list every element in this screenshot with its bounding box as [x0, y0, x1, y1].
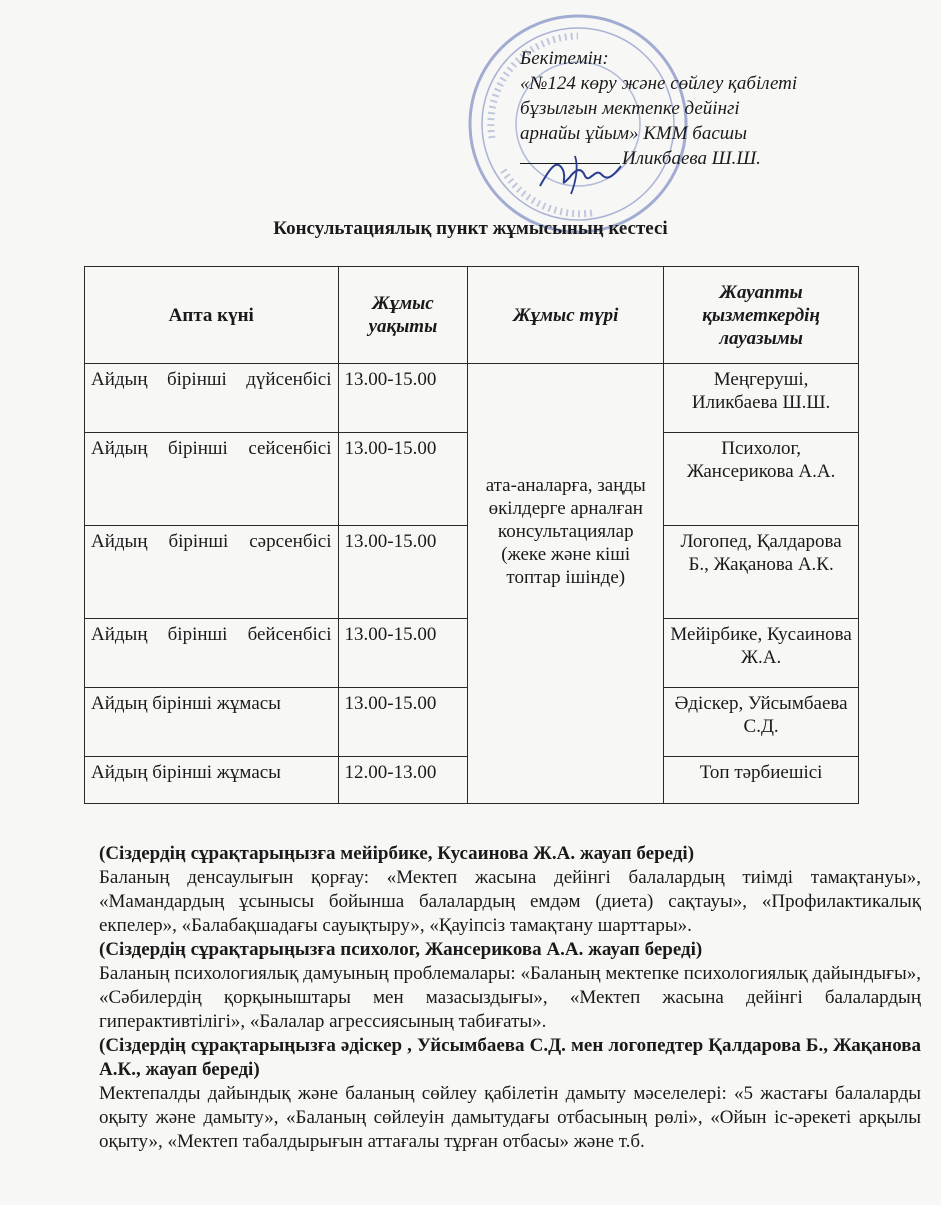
- responsible-cell: Меңгеруші, Иликбаева Ш.Ш.: [664, 364, 859, 433]
- day-cell: Айдың бірінші сейсенбісі: [85, 433, 339, 526]
- responsible-cell: Мейірбике, Кусаинова Ж.А.: [664, 619, 859, 688]
- section-heading-methodist: (Сіздердің сұрақтарыңызға әдіскер , Уйсымбаева С.Д. мен логопедтер Қалдарова Б., Жақанова А.К., жауап береді): [99, 1035, 921, 1080]
- header-day: Апта күні: [85, 267, 339, 364]
- approval-org-line2: бұзылғын мектепке дейінгі: [520, 98, 740, 119]
- time-cell: 13.00-15.00: [338, 688, 468, 757]
- day-cell: Айдың бірінші жұмасы: [85, 757, 339, 804]
- header-time: Жұмыс уақыты: [338, 267, 468, 364]
- approval-signature-line: [520, 146, 920, 171]
- time-cell: 12.00-13.00: [338, 757, 468, 804]
- consultation-topics: [99, 842, 921, 1154]
- schedule-table: [84, 266, 859, 804]
- day-cell: Айдың бірінші сәрсенбісі: [85, 526, 339, 619]
- approval-org-line3: арнайы ұйым» КММ басшы: [520, 123, 748, 144]
- work-type-cell: ата-аналарға, заңды өкілдерге арналған консультациялар (жеке және кіші топтар ішінде): [468, 364, 664, 804]
- day-cell: Айдың бірінші жұмасы: [85, 688, 339, 757]
- table-header-row: [85, 267, 859, 364]
- time-cell: 13.00-15.00: [338, 364, 468, 433]
- approval-block: [520, 46, 920, 171]
- responsible-cell: Топ тәрбиешісі: [664, 757, 859, 804]
- approval-name: Иликбаева Ш.Ш.: [622, 148, 761, 169]
- time-cell: 13.00-15.00: [338, 433, 468, 526]
- time-cell: 13.00-15.00: [338, 526, 468, 619]
- section-text-nurse: Баланың денсаулығын қорғау: «Мектеп жасына дейінгі балалардың тиімді тамақтануы», «Мамандардың ұсынысы бойынша балалардың емдәм (диета) сақтауы», «Профилактикалық екпелер», «Балабақшадағы сауықтыру», «Қауіпсіз тамақтану шарттары».: [99, 867, 921, 936]
- section-heading-nurse: (Сіздердің сұрақтарыңызға мейірбике, Кусаинова Ж.А. жауап береді): [99, 843, 695, 864]
- header-type: Жұмыс түрі: [468, 267, 664, 364]
- day-cell: Айдың бірінші дүйсенбісі: [85, 364, 339, 433]
- document-title: Консультациялық пункт жұмысының кестесі: [273, 218, 668, 239]
- day-cell: Айдың бірінші бейсенбісі: [85, 619, 339, 688]
- header-responsible: Жауапты қызметкердің лауазымы: [664, 267, 859, 364]
- responsible-cell: Логопед, Қалдарова Б., Жақанова А.К.: [664, 526, 859, 619]
- responsible-cell: Психолог, Жансерикова А.А.: [664, 433, 859, 526]
- section-text-methodist: Мектепалды дайындық және баланың сөйлеу қабілетін дамыту мәселелері: «5 жастағы балаларды оқыту және дамыту», «Баланың сөйлеуін дамытудағы отбасының рөлі», «Ойын іс-әрекеті арқылы оқыту», «Мектеп табалдырығын аттағалы тұрған отбасы» және т.б.: [99, 1083, 921, 1152]
- section-text-psychologist: Баланың психологиялық дамуының проблемалары: «Баланың мектепке психологиялық дайындығы», «Сәбилердің қорқыныштары мен мазасыздығы», «Мектеп жасына дейінгі балалардың гиперактивтілігі», «Балалар агрессиясының табиғаты».: [99, 963, 921, 1032]
- approval-org-line1: «№124 көру және сөйлеу қабілеті: [520, 73, 798, 94]
- table-row: [85, 364, 859, 433]
- time-cell: 13.00-15.00: [338, 619, 468, 688]
- responsible-cell: Әдіскер, Уйсымбаева С.Д.: [664, 688, 859, 757]
- section-heading-psychologist: (Сіздердің сұрақтарыңызға психолог, Жансерикова А.А. жауап береді): [99, 939, 703, 960]
- approval-label: Бекітемін:: [520, 48, 609, 69]
- signature-underline: [520, 163, 620, 164]
